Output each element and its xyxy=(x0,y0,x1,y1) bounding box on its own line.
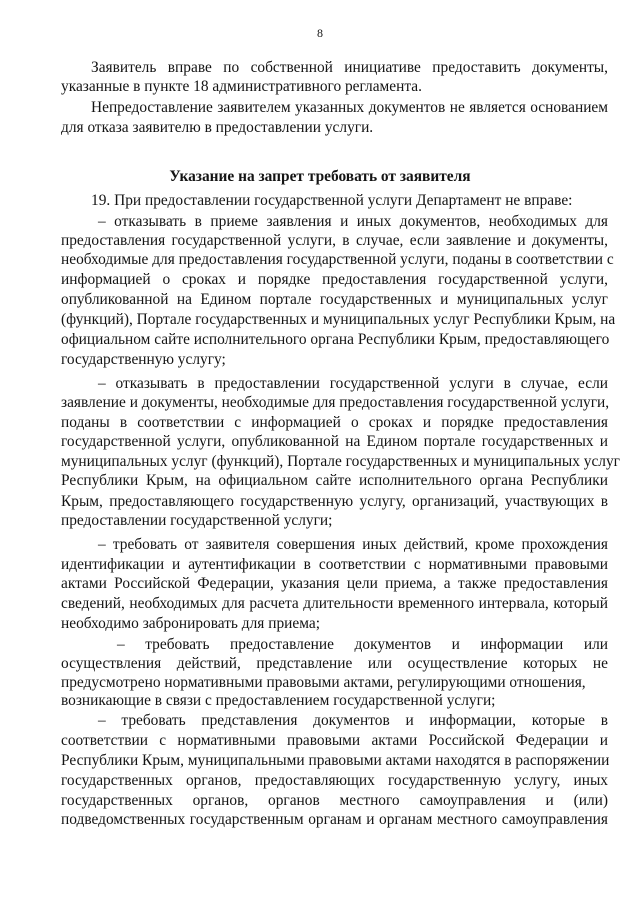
paragraph-line: соответствии с нормативными правовыми актами Российской Федерации и xyxy=(61,732,608,749)
paragraph-line: необходимые для предоставления государственной услуги, поданы в соответствии с xyxy=(61,251,614,268)
paragraph-line: 19. При предоставлении государственной услуги Департамент не вправе: xyxy=(91,192,573,209)
paragraph-line: опубликованной на Едином портале государственных и муниципальных услуг xyxy=(61,291,608,308)
paragraph-line: актами Российской Федерации, указания цели приема, а также предоставления xyxy=(61,575,608,592)
paragraph-line: предоставления государственной услуги, в случае, если заявление и документы, xyxy=(61,232,608,249)
paragraph-line: государственной услуги, опубликованной на Едином портале государственных и xyxy=(61,433,608,450)
paragraph-line: Республики Крым, на официальном сайте исполнительного органа Республики xyxy=(61,472,608,489)
paragraph-line: (функций), Портале государственных и муниципальных услуг Республики Крым, на xyxy=(61,311,616,328)
paragraph-line: поданы в соответствии с информацией о сроках и порядке предоставления xyxy=(61,414,608,431)
paragraph-line: – требовать предоставление документов и информации или xyxy=(117,636,608,653)
paragraph-line: подведомственных государственным органам и органам местного самоуправления xyxy=(61,811,608,828)
paragraph-line: Крым, предоставляющего государственную услугу, организаций, участвующих в xyxy=(61,493,608,510)
paragraph-line: государственных органов, предоставляющих государственную услугу, иных xyxy=(61,772,608,789)
paragraph-line: муниципальных услуг (функций), Портале государственных и муниципальных услуг xyxy=(61,453,620,470)
page-number: 8 xyxy=(317,26,323,40)
paragraph-line: сведений, необходимых для расчета длительности временного интервала, который xyxy=(61,595,608,612)
paragraph-line: официальном сайте исполнительного органа Республики Крым, предоставляющего xyxy=(61,331,610,348)
paragraph-line: предусмотрено нормативными правовыми актами, регулирующими отношения, xyxy=(61,674,586,691)
paragraph-line: осуществления действий, представление или осуществление которых не xyxy=(61,655,608,672)
paragraph-line: возникающие в связи с предоставлением государственной услуги; xyxy=(61,692,496,709)
paragraph-line: Республики Крым, муниципальными правовыми актами находятся в распоряжении xyxy=(61,752,610,769)
paragraph-line: для отказа заявителю в предоставлении услуги. xyxy=(61,119,374,136)
paragraph-line: Заявитель вправе по собственной инициативе предоставить документы, xyxy=(91,59,608,76)
paragraph-line: – отказывать в предоставлении государственной услуги в случае, если xyxy=(98,375,608,392)
paragraph-line: необходимо забронировать для приема; xyxy=(61,615,320,632)
paragraph-line: – требовать представления документов и информации, которые в xyxy=(98,712,608,729)
paragraph-line: – отказывать в приеме заявления и иных документов, необходимых для xyxy=(98,213,608,230)
paragraph-line: государственных органов, органов местного самоуправления и (или) xyxy=(61,792,608,809)
paragraph-line: заявление и документы, необходимые для предоставления государственной услуги, xyxy=(61,394,610,411)
paragraph-line: предоставлении государственной услуги; xyxy=(61,512,333,529)
section-heading: Указание на запрет требовать от заявителя xyxy=(169,168,471,185)
paragraph-line: идентификации и аутентификации в соответствии с нормативными правовыми xyxy=(61,556,608,573)
paragraph-line: государственную услугу; xyxy=(61,351,226,368)
paragraph-line: Непредоставление заявителем указанных документов не является основанием xyxy=(91,99,608,116)
paragraph-line: указанные в пункте 18 административного регламента. xyxy=(61,78,422,95)
paragraph-line: – требовать от заявителя совершения иных действий, кроме прохождения xyxy=(98,536,608,553)
paragraph-line: информацией о сроках и порядке предоставления государственной услуги, xyxy=(61,271,608,288)
